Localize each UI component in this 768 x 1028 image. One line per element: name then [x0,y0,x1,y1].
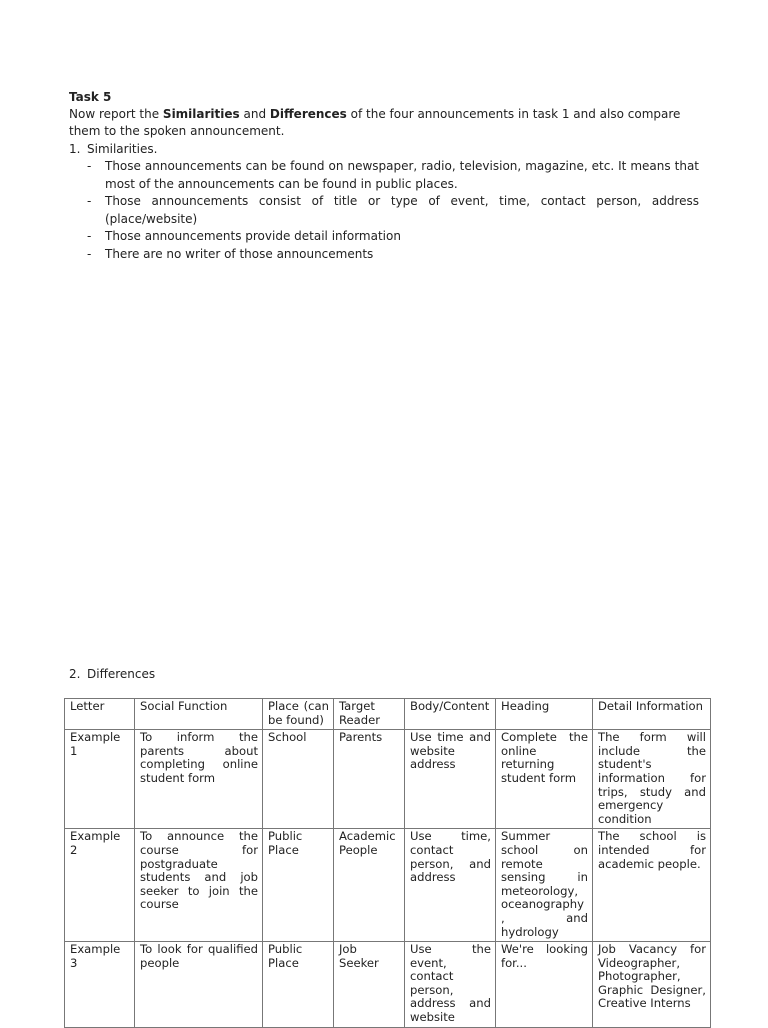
list-item-text: Those announcements consist of title or type of event, time, contact person, address (place/website) [105,194,699,226]
bullet-marker: - [87,246,92,261]
column-header: Body/Content [405,699,496,730]
table-cell: Public Place [263,942,334,1028]
task-instructions [69,106,699,140]
table-cell: Summer school on remote sensing in meteorology, oceanography , and hydrology [496,829,593,942]
list-item [87,193,699,228]
similarities-list [87,158,699,263]
column-header: Letter [65,699,135,730]
column-header: Target Reader [334,699,405,730]
table-cell: Complete the online returning student form [496,730,593,829]
table-cell: School [263,730,334,829]
table-header-row [65,699,711,730]
table-cell: Use time and website address [405,730,496,829]
bullet-marker: - [87,194,92,208]
intro-text: of the four announcements in task 1 and also compare them to the spoken announcement. [69,107,681,138]
intro-text: and [239,107,270,121]
differences-table [64,698,711,1028]
table-cell: Academic People [334,829,405,942]
table-cell: Parents [334,730,405,829]
table-cell: The school is intended for academic people. [593,829,711,942]
bullet-marker: - [87,159,92,173]
list-item-text: Those announcements can be found on newspaper, radio, television, magazine, etc. It means that most of the announcements can be found in public places. [105,159,699,191]
table-cell: Example 3 [65,942,135,1028]
similarities-heading [69,141,157,158]
table-cell: Public Place [263,829,334,942]
list-item-text: There are no writer of those announcements [105,246,374,261]
column-header: Heading [496,699,593,730]
table-cell: To announce the course for postgraduate students and job seeker to join the course [135,829,263,942]
similarities-keyword: Similarities [162,107,240,121]
table-cell: Use the event, contact person, address and website [405,942,496,1028]
table-cell: Job Seeker [334,942,405,1028]
table-cell: The form will include the student's information for trips, study and emergency condition [593,730,711,829]
column-header: Social Function [135,699,263,730]
table-row [65,829,711,942]
differences-heading [69,666,155,683]
column-header: Detail Information [593,699,711,730]
bullet-marker: - [87,229,92,243]
list-item [87,158,699,193]
list-item-text: Those announcements provide detail information [105,229,401,243]
section-number: 2. [69,667,81,681]
table-cell: Use time, contact person, and address [405,829,496,942]
table-cell: Example 1 [65,730,135,829]
table-cell: Example 2 [65,829,135,942]
section-title: Similarities. [87,142,158,156]
table-cell: We're looking for... [496,942,593,1028]
differences-keyword: Differences [269,107,347,121]
table-row [65,730,711,829]
list-item [87,228,699,246]
section-title: Differences [87,667,156,681]
list-item [87,246,699,264]
table-row [65,942,711,1028]
task-title: Task 5 [69,90,112,104]
table-cell: To look for qualified people [135,942,263,1028]
table-cell: Job Vacancy for Videographer, Photographer, Graphic Designer, Creative Interns [593,942,711,1028]
table-cell: To inform the parents about completing online student form [135,730,263,829]
section-number: 1. [69,142,81,156]
column-header: Place (can be found) [263,699,334,730]
intro-text: Now report the [69,107,163,121]
